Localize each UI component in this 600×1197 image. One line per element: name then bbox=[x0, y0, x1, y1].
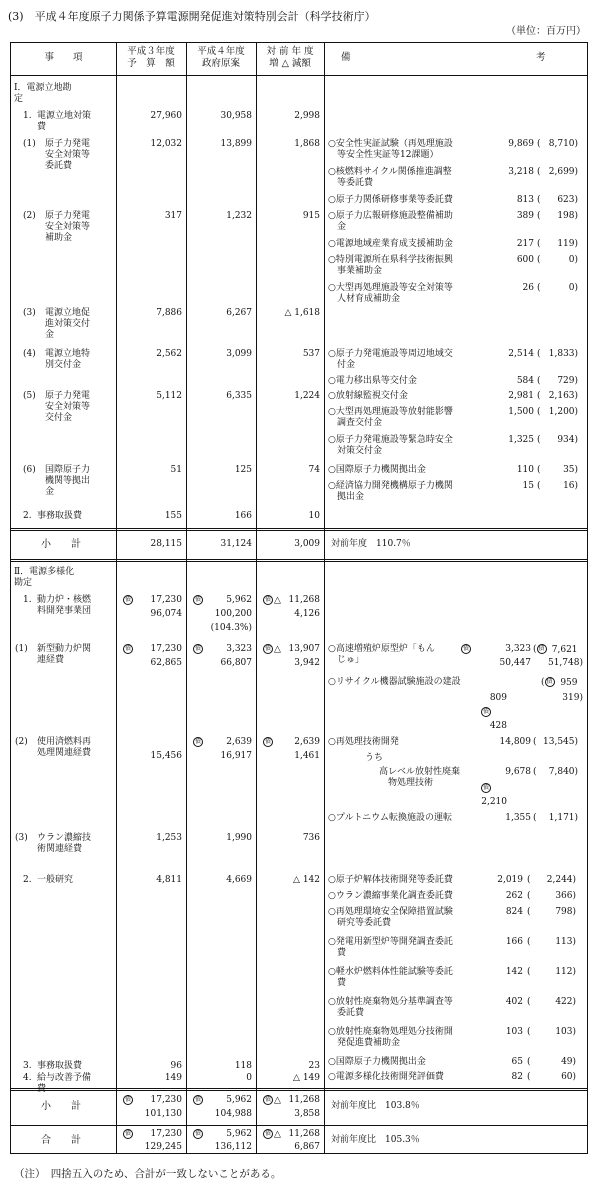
remark-prev: ( 8,710) bbox=[537, 139, 579, 149]
item-no: 1. bbox=[23, 111, 32, 121]
item-diff: 74 bbox=[308, 465, 320, 475]
remark-prev: ( 49) bbox=[527, 1057, 577, 1067]
item-no: 3. bbox=[23, 1061, 32, 1071]
document-title: (3) 平成４年度原子力関係予算電源開発促進対策特別会計（科学技術庁） bbox=[8, 10, 376, 23]
debt-mark: 債 △ bbox=[264, 1129, 281, 1140]
remark-prev: ( 366) bbox=[527, 891, 577, 901]
remark-item: ○大型再処理施設等放射能影響 調査交付金 bbox=[328, 407, 453, 428]
item-fy3: 27,960 bbox=[150, 111, 182, 121]
circle-bullet: ○ bbox=[328, 891, 336, 901]
debt-mark: 債 bbox=[124, 1096, 131, 1103]
total-fy4: 136,112 bbox=[214, 1142, 252, 1152]
item-fy4: 6,335 bbox=[226, 391, 252, 401]
item-fy4: 66,807 bbox=[220, 658, 252, 668]
remark-item: ○原子炉解体技術開発等委託費 bbox=[328, 875, 453, 885]
circle-bullet: ○ bbox=[328, 407, 336, 417]
remark-prev: ( 623) bbox=[537, 195, 579, 205]
remark-value: 9,678 bbox=[505, 767, 531, 777]
item-fy4-pct: (104.3%) bbox=[210, 623, 252, 633]
remark-prev: ( 2,163) bbox=[537, 391, 579, 401]
item-diff: △ 149 bbox=[293, 1073, 320, 1083]
remark-value-debt: 428 bbox=[489, 721, 507, 731]
item-fy3: 317 bbox=[164, 211, 182, 221]
item-name: 新型動力炉関連経費 bbox=[37, 644, 92, 665]
header-fy3: 平成３年度 予 算 額 bbox=[127, 46, 175, 69]
remark-item: ○特別電源所在県科学技術振興 事業補助金 bbox=[328, 255, 453, 276]
remark-prev: ( 1,833) bbox=[537, 349, 579, 359]
remark-value: 813 bbox=[516, 195, 534, 205]
circle-bullet: ○ bbox=[328, 255, 336, 265]
subtotal-label: 小 計 bbox=[41, 539, 81, 550]
debt-mark: 債 bbox=[124, 645, 131, 652]
subtotal-fy3: 28,115 bbox=[150, 539, 182, 549]
circle-bullet: ○ bbox=[328, 376, 336, 386]
item-no: (2) bbox=[23, 211, 36, 221]
remark-value: 50,447 bbox=[499, 658, 531, 668]
remark-prev: ( 債 959 bbox=[541, 677, 578, 688]
subtotal-diff: 3,009 bbox=[294, 539, 320, 549]
item-fy4: 1,232 bbox=[226, 211, 252, 221]
remark-item: ○リサイクル機器試験施設の建設 bbox=[328, 677, 461, 687]
decrease-mark: △ bbox=[284, 308, 292, 318]
item-no: (3) bbox=[15, 833, 28, 843]
decrease-mark: △ bbox=[293, 1073, 300, 1083]
item-diff: 1,224 bbox=[294, 391, 320, 401]
debt-mark: 債 bbox=[194, 1096, 201, 1103]
item-fy3-debt: 17,230 bbox=[150, 595, 182, 605]
remark-prev: ( 2,699) bbox=[537, 167, 579, 177]
item-diff: 1,461 bbox=[294, 751, 320, 761]
remark-value: 1,325 bbox=[508, 435, 534, 445]
item-fy3-debt: 17,230 bbox=[150, 644, 182, 654]
remark-prev: ( 119) bbox=[537, 239, 579, 249]
item-fy4: 1,990 bbox=[226, 833, 252, 843]
item-no: (4) bbox=[23, 349, 36, 359]
circle-bullet: ○ bbox=[328, 677, 336, 687]
subtotal-remark: 対前年度比 103.8％ bbox=[331, 1101, 420, 1111]
remark-value: 600 bbox=[516, 255, 534, 265]
remark-prev: ( 729) bbox=[537, 376, 579, 386]
item-fy3: 1,253 bbox=[156, 833, 182, 843]
debt-mark: 債 bbox=[482, 708, 489, 715]
item-fy3: 155 bbox=[164, 511, 182, 521]
remark-prev: ( 7,840) bbox=[533, 767, 579, 777]
item-diff: 537 bbox=[302, 349, 320, 359]
remark-value: 65 bbox=[511, 1057, 523, 1067]
circle-bullet: ○ bbox=[328, 737, 336, 747]
section2-subtotal-top bbox=[11, 1088, 587, 1091]
item-fy4: 13,899 bbox=[220, 139, 252, 149]
circle-bullet: ○ bbox=[328, 211, 336, 221]
remark-value: 103 bbox=[505, 1027, 523, 1037]
remark-item: ○大型再処理施設等安全対策等 人材育成補助金 bbox=[328, 283, 453, 304]
total-diff: 6,867 bbox=[294, 1142, 320, 1152]
remark-item: ○放射線監視交付金 bbox=[328, 391, 408, 401]
item-fy3: 7,886 bbox=[156, 308, 182, 318]
decrease-mark: △ bbox=[293, 875, 300, 885]
subtotal-fy4-debt: 5,962 bbox=[226, 1095, 252, 1105]
remark-value: 15 bbox=[522, 481, 534, 491]
remark-item: 高レベル放射性廃棄 物処理技術 bbox=[379, 767, 461, 788]
remark-item: ○ウラン濃縮事業化調査委託費 bbox=[328, 891, 453, 901]
section1-label: Ⅰ．電源立地勘定 bbox=[14, 83, 72, 104]
remark-value: 262 bbox=[505, 891, 523, 901]
section2-label: Ⅱ．電源多様化勘定 bbox=[14, 567, 75, 588]
circle-bullet: ○ bbox=[328, 391, 336, 401]
item-fy3: 2,562 bbox=[156, 349, 182, 359]
header-remarks-left: 備 bbox=[341, 52, 351, 63]
remark-prev: 319) bbox=[562, 693, 583, 703]
circle-bullet: ○ bbox=[328, 435, 336, 445]
item-diff-debt: 13,907 bbox=[288, 644, 320, 654]
circle-bullet: ○ bbox=[328, 195, 336, 205]
item-diff-debt: 2,639 bbox=[294, 737, 320, 747]
section1-subtotal-bottom bbox=[11, 559, 587, 562]
item-fy4-debt: 3,323 bbox=[226, 644, 252, 654]
circle-bullet: ○ bbox=[328, 813, 336, 823]
remark-value: 142 bbox=[505, 967, 523, 977]
item-fy3: 51 bbox=[170, 465, 182, 475]
circle-bullet: ○ bbox=[328, 1027, 336, 1037]
remark-prev: ( 1,171) bbox=[533, 813, 579, 823]
item-no: (5) bbox=[23, 391, 36, 401]
remark-item: ○発電用新型炉等開発調査委託 費 bbox=[328, 937, 453, 958]
remark-item: ○放射性廃棄物処分基準調査等 委託費 bbox=[328, 997, 453, 1018]
item-diff: 1,868 bbox=[294, 139, 320, 149]
item-fy3: 5,112 bbox=[156, 391, 182, 401]
item-no: 1. bbox=[23, 595, 32, 605]
remark-prev: ( 35) bbox=[537, 465, 579, 475]
circle-bullet: ○ bbox=[328, 481, 336, 491]
col-divider bbox=[324, 43, 325, 1153]
item-diff: 2,998 bbox=[294, 111, 320, 121]
item-fy4: 118 bbox=[234, 1061, 252, 1071]
remark-item: ○再処理技術開発 bbox=[328, 737, 399, 747]
item-fy4: 100,200 bbox=[214, 609, 252, 619]
remark-value: 402 bbox=[505, 997, 523, 1007]
remark-prev: ( 13,545) bbox=[533, 737, 579, 747]
item-no: (1) bbox=[15, 644, 28, 654]
remark-prev: ( 422) bbox=[527, 997, 577, 1007]
budget-table bbox=[10, 42, 588, 1154]
remark-value: 217 bbox=[516, 239, 534, 249]
remark-value: 809 bbox=[489, 693, 507, 703]
debt-mark: 債 △ bbox=[264, 595, 281, 606]
remark-prev: ( 2,244) bbox=[527, 875, 577, 885]
debt-mark: 債 △ bbox=[264, 644, 281, 655]
circle-bullet: ○ bbox=[328, 349, 336, 359]
remark-prev: ( 103) bbox=[527, 1027, 577, 1037]
item-name: 原子力発電安全対策等交付金 bbox=[45, 391, 91, 423]
remark-value: 2,019 bbox=[497, 875, 523, 885]
subtotal-fy3-debt: 17,230 bbox=[150, 1095, 182, 1105]
remark-prev: ( 0) bbox=[537, 255, 579, 265]
subtotal-diff-debt: 11,268 bbox=[288, 1095, 320, 1105]
total-label: 合 計 bbox=[41, 1135, 81, 1146]
circle-bullet: ○ bbox=[328, 907, 336, 917]
remark-prev: ( 0) bbox=[537, 283, 579, 293]
circle-bullet: ○ bbox=[328, 465, 336, 475]
item-name: 原子力発電安全対策等委託費 bbox=[45, 139, 91, 171]
header-fy4: 平成４年度 政府原案 bbox=[197, 46, 245, 69]
remark-item: ○電力移出県等交付金 bbox=[328, 376, 417, 386]
remark-item: ○国際原子力機関拠出金 bbox=[328, 465, 426, 475]
total-diff-debt: 11,268 bbox=[288, 1129, 320, 1139]
remark-value: 9,869 bbox=[508, 139, 534, 149]
item-fy3: 96 bbox=[170, 1061, 182, 1071]
header-item: 事 項 bbox=[44, 52, 83, 63]
remark-value-debt: 3,323 bbox=[505, 644, 531, 654]
circle-bullet: ○ bbox=[328, 167, 336, 177]
item-no: (6) bbox=[23, 465, 36, 475]
item-fy4: 125 bbox=[234, 465, 252, 475]
debt-mark: 債 bbox=[194, 738, 201, 745]
item-name: 事務取扱費 bbox=[37, 511, 83, 521]
remark-value: 1,355 bbox=[505, 813, 531, 823]
circle-bullet: ○ bbox=[328, 644, 336, 654]
item-name: 一般研究 bbox=[37, 875, 74, 885]
remark-prev: 51,748) bbox=[547, 658, 583, 668]
remark-item: ○電源地域産業育成支援補助金 bbox=[328, 239, 453, 249]
item-name: 使用済燃料再処理関連経費 bbox=[37, 737, 92, 758]
item-diff: 23 bbox=[308, 1061, 320, 1071]
item-name: 事務取扱費 bbox=[37, 1061, 83, 1071]
item-name: 電源立地対策費 bbox=[37, 111, 92, 132]
circle-bullet: ○ bbox=[328, 1057, 336, 1067]
remark-value: 82 bbox=[511, 1072, 523, 1082]
circle-bullet: ○ bbox=[328, 997, 336, 1007]
remark-value: 584 bbox=[516, 376, 534, 386]
remark-item: ○核燃料サイクル関係推進調整 等委託費 bbox=[328, 167, 452, 188]
header-divider bbox=[11, 75, 587, 76]
item-name: 給与改善予備費 bbox=[37, 1073, 92, 1094]
remark-prev: ( 798) bbox=[527, 907, 577, 917]
remark-item: ○プルトニウム転換施設の運転 bbox=[328, 813, 453, 823]
subtotal-fy3: 101,130 bbox=[144, 1109, 182, 1119]
total-fy4-debt: 5,962 bbox=[226, 1129, 252, 1139]
item-name: ウラン濃縮技術関連経費 bbox=[37, 833, 92, 854]
item-fy4: 3,099 bbox=[226, 349, 252, 359]
item-fy4: 6,267 bbox=[226, 308, 252, 318]
subtotal-label: 小 計 bbox=[41, 1101, 81, 1112]
item-no: (2) bbox=[15, 737, 28, 747]
remark-item: ○国際原子力機関拠出金 bbox=[328, 1057, 426, 1067]
item-diff: 4,126 bbox=[294, 609, 320, 619]
debt-mark: 債 bbox=[482, 784, 489, 791]
item-name: 電源立地促進対策交付金 bbox=[45, 308, 91, 340]
section1-subtotal-top bbox=[11, 528, 587, 531]
remark-prev: ( 934) bbox=[537, 435, 579, 445]
remark-value: 2,981 bbox=[508, 391, 534, 401]
remark-value: 824 bbox=[505, 907, 523, 917]
header-diff: 対 前 年 度 増 △ 減額 bbox=[266, 46, 314, 69]
item-diff: △ 142 bbox=[293, 875, 320, 885]
item-fy4-debt: 5,962 bbox=[226, 595, 252, 605]
item-no: (1) bbox=[23, 139, 36, 149]
item-no: 4. bbox=[23, 1073, 32, 1083]
total-fy3: 129,245 bbox=[144, 1142, 182, 1152]
debt-mark: 債 bbox=[462, 645, 469, 652]
item-name: 原子力発電安全対策等補助金 bbox=[45, 211, 91, 243]
item-no: (3) bbox=[23, 308, 36, 318]
debt-mark: 債 bbox=[264, 738, 271, 745]
remark-prev: ( 債 7,621 bbox=[533, 644, 578, 655]
debt-mark: 債 △ bbox=[264, 1095, 281, 1106]
item-fy4: 16,917 bbox=[220, 751, 252, 761]
item-diff: △ 1,618 bbox=[284, 308, 320, 318]
remark-prev: ( 112) bbox=[527, 967, 577, 977]
item-diff-debt: 11,268 bbox=[288, 595, 320, 605]
remark-item: ○安全性実証試験（再処理施設 等安全性実証等12課題） bbox=[328, 139, 453, 160]
remark-value: 2,514 bbox=[508, 349, 534, 359]
debt-mark: 債 bbox=[194, 1130, 201, 1137]
item-fy3: 4,811 bbox=[156, 875, 182, 885]
subtotal-fy4: 104,988 bbox=[214, 1109, 252, 1119]
debt-mark: 債 bbox=[124, 596, 131, 603]
item-name: 国際原子力機関等拠出金 bbox=[45, 465, 91, 497]
item-diff: 915 bbox=[302, 211, 320, 221]
remark-item: ○電源多様化技術開発評価費 bbox=[328, 1072, 444, 1082]
remark-value-debt: 2,210 bbox=[481, 797, 507, 807]
remark-uchi: うち bbox=[365, 753, 384, 763]
circle-bullet: ○ bbox=[328, 1072, 336, 1082]
header-remarks-right: 考 bbox=[536, 52, 546, 63]
debt-mark: 債 bbox=[124, 1130, 131, 1137]
unit-label: （単位：百万円） bbox=[506, 26, 586, 37]
footnote: （注） 四捨五入のため、合計が一致しないことがある。 bbox=[14, 1168, 282, 1180]
remark-value: 1,500 bbox=[508, 407, 534, 417]
item-no: 2. bbox=[23, 875, 32, 885]
remark-prev: ( 16) bbox=[537, 481, 579, 491]
remark-value: 110 bbox=[516, 465, 534, 475]
subtotal-remark: 対前年度 110.7％ bbox=[331, 539, 411, 549]
circle-bullet: ○ bbox=[328, 875, 336, 885]
item-fy3: 12,032 bbox=[150, 139, 182, 149]
item-name: 電源立地特別交付金 bbox=[45, 349, 91, 370]
remark-value: 166 bbox=[505, 937, 523, 947]
item-fy4: 30,958 bbox=[220, 111, 252, 121]
subtotal-fy4: 31,124 bbox=[220, 539, 252, 549]
remark-value: 26 bbox=[522, 283, 534, 293]
debt-mark: 債 bbox=[194, 645, 201, 652]
item-fy4: 4,669 bbox=[226, 875, 252, 885]
remark-item: ○原子力発電施設等周辺地域交 付金 bbox=[328, 349, 453, 370]
circle-bullet: ○ bbox=[328, 283, 336, 293]
circle-bullet: ○ bbox=[328, 239, 336, 249]
remark-value: 3,218 bbox=[508, 167, 534, 177]
remark-prev: ( 198) bbox=[537, 211, 579, 221]
item-fy4-debt: 2,639 bbox=[226, 737, 252, 747]
remark-item: ○経済協力開発機構原子力機関 拠出金 bbox=[328, 481, 453, 502]
item-no: 2. bbox=[23, 511, 32, 521]
subtotal-diff: 3,858 bbox=[294, 1109, 320, 1119]
remark-item: ○原子力発電施設等緊急時安全 対策交付金 bbox=[328, 435, 453, 456]
circle-bullet: ○ bbox=[328, 139, 336, 149]
item-fy4: 166 bbox=[234, 511, 252, 521]
item-fy4: 0 bbox=[246, 1073, 252, 1083]
item-fy3: 15,456 bbox=[150, 751, 182, 761]
item-name: 動力炉・核燃料開発事業団 bbox=[37, 595, 92, 616]
remark-prev: ( 1,200) bbox=[537, 407, 579, 417]
item-diff: 10 bbox=[308, 511, 320, 521]
total-top bbox=[11, 1125, 587, 1126]
remark-prev: ( 113) bbox=[527, 937, 577, 947]
remark-item: ○原子力広報研修施設整備補助 金 bbox=[328, 211, 453, 232]
item-fy3: 62,865 bbox=[150, 658, 182, 668]
remark-value: 14,809 bbox=[499, 737, 531, 747]
remark-item: ○高速増殖炉原型炉「もん じゅ」 bbox=[328, 644, 435, 665]
debt-mark: 債 bbox=[194, 596, 201, 603]
circle-bullet: ○ bbox=[328, 937, 336, 947]
item-diff: 736 bbox=[302, 833, 320, 843]
remark-item: ○再処理環境安全保障措置試験 研究等委託費 bbox=[328, 907, 453, 928]
item-fy3: 149 bbox=[164, 1073, 182, 1083]
remark-value: 389 bbox=[516, 211, 534, 221]
remark-item: ○軽水炉燃料体性能試験等委託 費 bbox=[328, 967, 453, 988]
remark-item: ○放射性廃棄物処理処分技術開 発促進費補助金 bbox=[328, 1027, 453, 1048]
item-fy3: 96,074 bbox=[150, 609, 182, 619]
item-diff: 3,942 bbox=[294, 658, 320, 668]
circle-bullet: ○ bbox=[328, 967, 336, 977]
remark-item: ○原子力関係研修事業等委託費 bbox=[328, 195, 453, 205]
remark-prev: ( 60) bbox=[527, 1072, 577, 1082]
total-remark: 対前年度比 105.3％ bbox=[331, 1135, 420, 1145]
total-fy3-debt: 17,230 bbox=[150, 1129, 182, 1139]
